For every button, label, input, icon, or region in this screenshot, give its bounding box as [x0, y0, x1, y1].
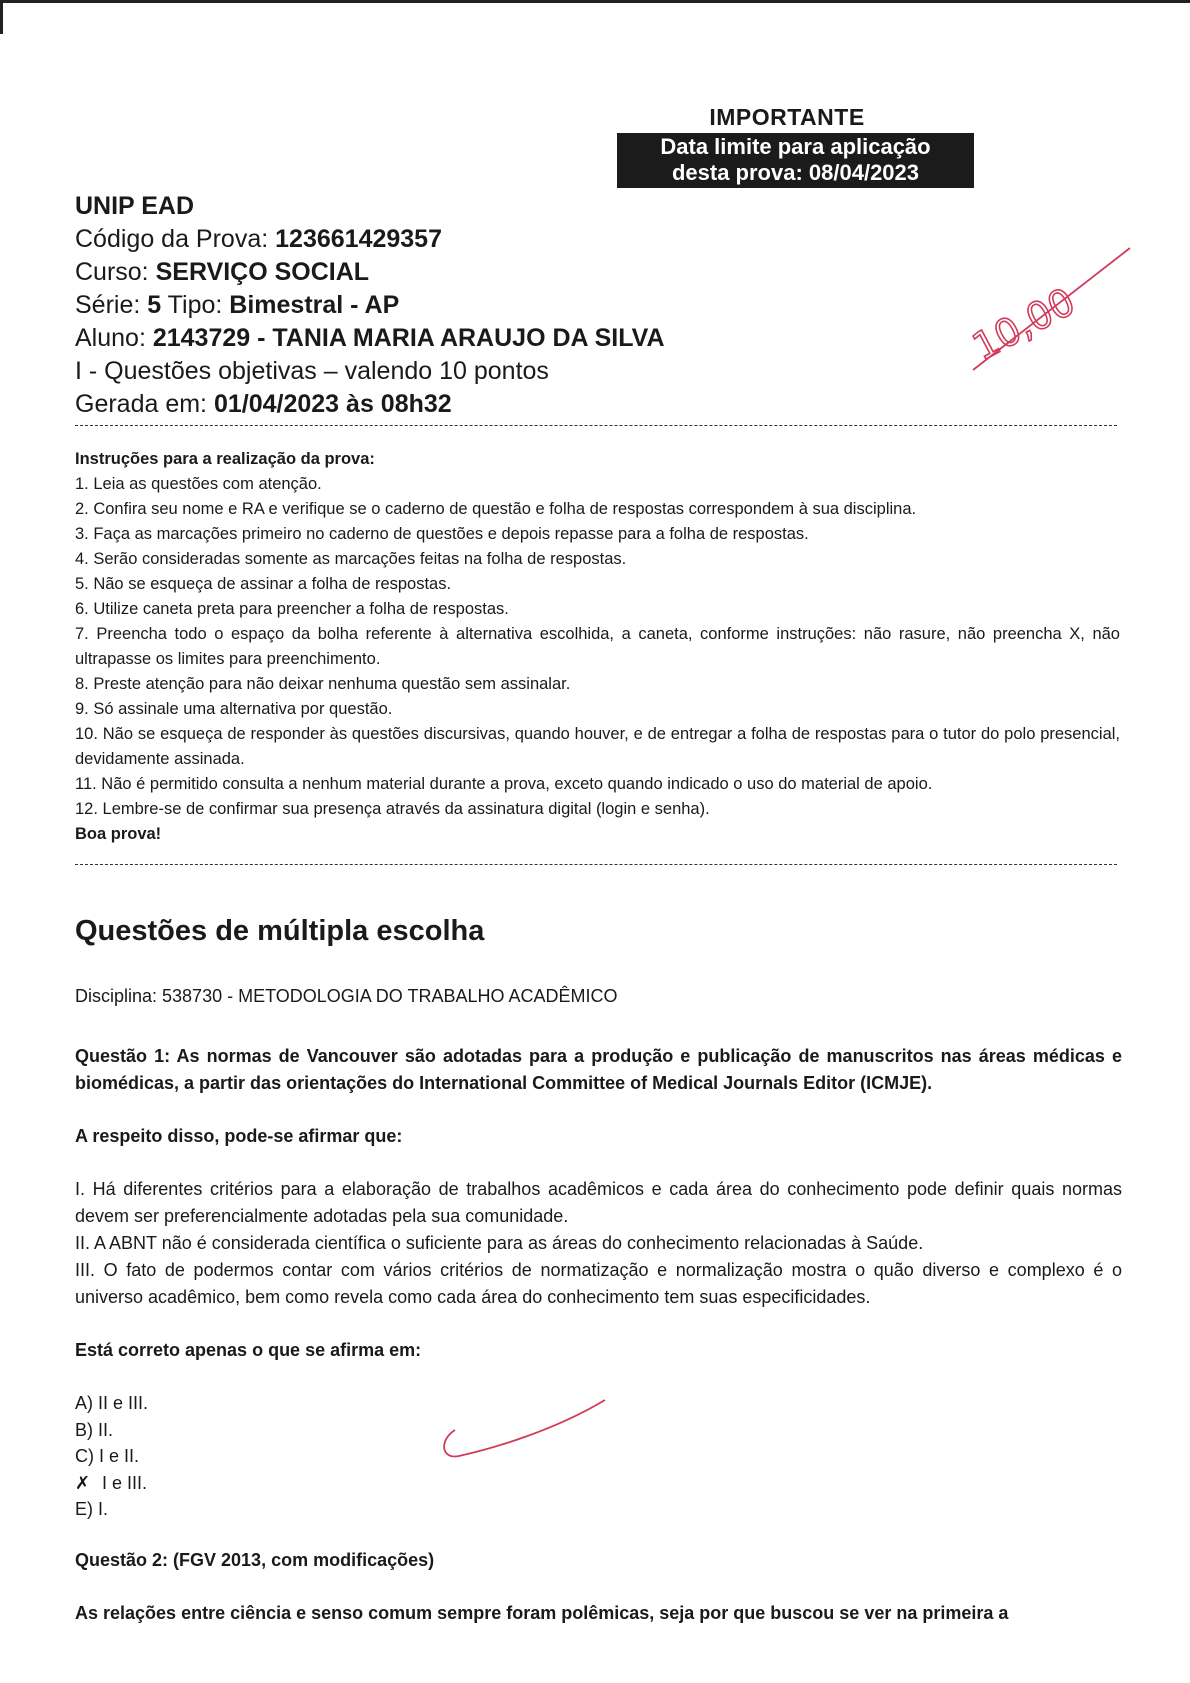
instruction-item: 7. Preencha todo o espaço da bolha referente à alternativa escolhida, a caneta, conforme instruções: não rasure, não preencha X, não ultrapasse os limites para preenchimento. [75, 625, 1120, 668]
codigo-line [75, 223, 665, 256]
selected-x-mark-icon: ✗ [75, 1472, 91, 1493]
q1-prompt: A respeito disso, pode-se afirmar que: [75, 1126, 403, 1146]
serie-line [75, 289, 665, 322]
scan-left-edge [0, 0, 3, 34]
section-title: Questões de múltipla escolha [75, 915, 485, 947]
aluno-line [75, 322, 665, 355]
q2-text: As relações entre ciência e senso comum sempre foram polêmicas, seja por que buscou se ver na primeira a [75, 1603, 1009, 1623]
scan-top-edge [0, 0, 1190, 3]
tipo-label: Tipo: [167, 291, 223, 319]
gerada-line [75, 388, 665, 421]
institution: UNIP EAD [75, 192, 195, 220]
instruction-item: 4. Serão consideradas somente as marcações feitas na folha de respostas. [75, 550, 627, 568]
instruction-item: 1. Leia as questões com atenção. [75, 475, 322, 493]
exam-header [75, 190, 665, 421]
notice-line-1: Data limite para aplicação [660, 134, 931, 159]
instruction-item: 12. Lembre-se de confirmar sua presença através da assinatura digital (login e senha). [75, 800, 710, 818]
gerada-value: 01/04/2023 às 08h32 [213, 390, 452, 418]
codigo-value: 123661429357 [275, 225, 442, 253]
q1-statement: Questão 1: As normas de Vancouver são adotadas para a produção e publicação de manuscritos nas áreas médicas e biomédicas, a partir das orientações do International Committee of Medical Journals Editor (ICMJE). [75, 1046, 1122, 1093]
curso-line [75, 256, 665, 289]
aluno-value: 2143729 - TANIA MARIA ARAUJO DA SILVA [152, 324, 665, 352]
divider-top [75, 425, 1117, 426]
codigo-label: Código da Prova: [75, 225, 269, 253]
curso-label: Curso: [75, 258, 149, 286]
instructions-closing: Boa prova! [75, 825, 162, 843]
handwritten-grade [955, 238, 1135, 378]
grade-text: 10,00 [965, 279, 1083, 370]
disciplina: Disciplina: 538730 - METODOLOGIA DO TRABALHO ACADÊMICO [75, 986, 618, 1006]
q2-title: Questão 2: (FGV 2013, com modificações) [75, 1550, 435, 1570]
aluno-label: Aluno: [75, 324, 146, 352]
serie-label: Série: [75, 291, 141, 319]
q1-option-e: E) I. [75, 1499, 109, 1519]
instruction-item: 3. Faça as marcações primeiro no caderno de questões e depois repasse para a folha de respostas. [75, 525, 809, 543]
divider-bottom [75, 864, 1117, 865]
q1-option-c: C) I e II. [75, 1446, 140, 1466]
curso-value: SERVIÇO SOCIAL [155, 258, 370, 286]
gerada-label: Gerada em: [75, 390, 208, 418]
instruction-item: 5. Não se esqueça de assinar a folha de respostas. [75, 575, 452, 593]
instructions-title: Instruções para a realização da prova: [75, 450, 375, 468]
instructions [75, 447, 1120, 847]
instruction-item: 6. Utilize caneta preta para preencher a folha de respostas. [75, 600, 509, 618]
notice-box [617, 133, 974, 188]
notice-line-2: desta prova: 08/04/2023 [671, 160, 920, 185]
q1-item-1: I. Há diferentes critérios para a elaboração de trabalhos acadêmicos e cada área do conhecimento pode definir quais normas devem ser preferencialmente adotadas pela sua comunidade. [75, 1179, 1122, 1226]
objetivas-line: I - Questões objetivas – valendo 10 pontos [75, 357, 549, 385]
q1-option-b: B) II. [75, 1419, 114, 1440]
q1-question: Está correto apenas o que se afirma em: [75, 1340, 422, 1360]
tipo-value: Bimestral - AP [229, 291, 400, 319]
instruction-item: 2. Confira seu nome e RA e verifique se o caderno de questão e folha de respostas correspondem à sua disciplina. [75, 500, 917, 518]
instruction-item: 10. Não se esqueça de responder às questões discursivas, quando houver, e de entregar a folha de respostas para o tutor do polo presencial, devidamente assinada. [75, 725, 1120, 768]
q1-option-d-text: I e III. [102, 1472, 148, 1493]
instruction-item: 9. Só assinale uma alternativa por questão. [75, 700, 393, 718]
instruction-item: 8. Preste atenção para não deixar nenhuma questão sem assinalar. [75, 675, 571, 693]
instruction-item: 11. Não é permitido consulta a nenhum material durante a prova, exceto quando indicado o uso do material de apoio. [75, 775, 933, 793]
serie-value: 5 [147, 291, 162, 319]
q1-item-3: III. O fato de podermos contar com vários critérios de normatização e normalização mostra o quão diverso e complexo é o universo acadêmico, bem como revela como cada área do conhecimento tem suas especificidades. [75, 1260, 1122, 1307]
q1-option-d [75, 1470, 1122, 1497]
grade-underline [973, 248, 1130, 370]
notice-title: IMPORTANTE [709, 104, 865, 130]
handwritten-check-icon [435, 1390, 610, 1465]
q1-item-2: II. A ABNT não é considerada científica o suficiente para as áreas do conhecimento relacionadas à Saúde. [75, 1233, 924, 1253]
q1-option-a: A) II e III. [75, 1393, 149, 1413]
